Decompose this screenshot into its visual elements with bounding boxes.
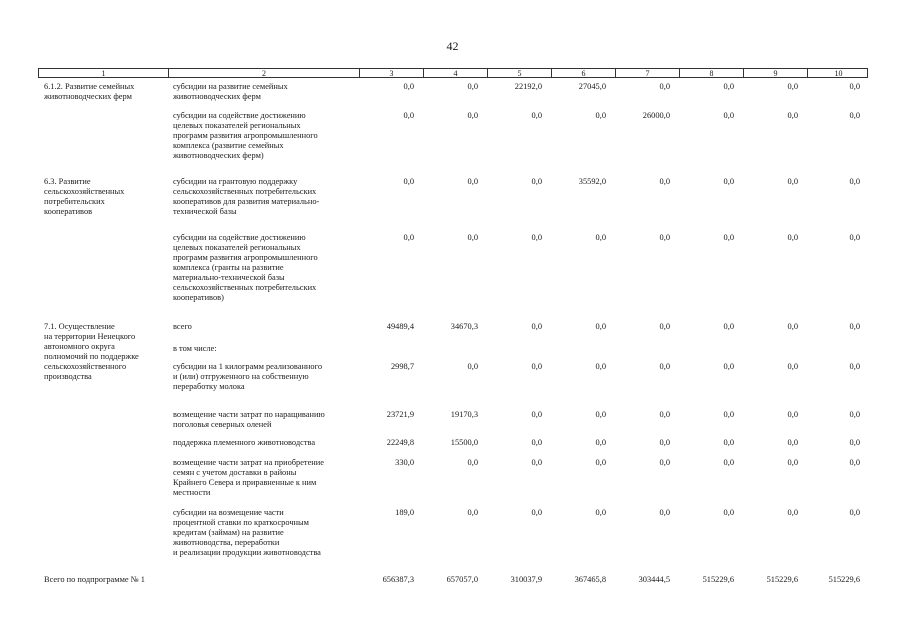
column-header-10: 10 <box>807 69 869 77</box>
row-item-label: субсидии на возмещение части процентной ставки по краткосрочным кредитам (займам) на развитие животноводства, переработки и реализации продукции животноводства <box>173 508 321 557</box>
total-cell: 367465,8 <box>574 575 606 584</box>
table-cell: 0,0 <box>849 458 860 467</box>
table-cell: 0,0 <box>403 82 414 91</box>
table-cell: 0,0 <box>403 177 414 186</box>
table-cell: 2998,7 <box>390 362 414 371</box>
page-number: 42 <box>446 39 459 53</box>
table-cell: 27045,0 <box>578 82 606 91</box>
table-cell: 0,0 <box>787 410 798 419</box>
table-cell: 0,0 <box>531 177 542 186</box>
table-cell: 34670,3 <box>450 322 478 331</box>
table-cell: 0,0 <box>467 82 478 91</box>
column-header-5: 5 <box>487 69 551 77</box>
table-cell: 0,0 <box>849 508 860 517</box>
table-cell: 23721,9 <box>386 410 414 419</box>
table-cell: 0,0 <box>531 410 542 419</box>
table-cell: 0,0 <box>467 508 478 517</box>
table-cell: 0,0 <box>659 233 670 242</box>
table-cell: 0,0 <box>849 233 860 242</box>
column-header-1: 1 <box>101 69 106 78</box>
row-item-label: всего <box>173 322 192 331</box>
column-header-9: 9 <box>743 69 807 77</box>
table-cell: 0,0 <box>467 111 478 120</box>
table-cell: 0,0 <box>849 362 860 371</box>
total-cell: 515229,6 <box>702 575 734 584</box>
table-cell: 35592,0 <box>578 177 606 186</box>
column-header-3: 3 <box>359 69 423 77</box>
table-cell: 0,0 <box>849 438 860 447</box>
row-section-label: 6.1.2. Развитие семейных животноводческих ферм <box>44 82 135 101</box>
row-item-label: возмещение части затрат по наращиванию поголовья северных оленей <box>173 410 325 429</box>
table-cell: 0,0 <box>787 111 798 120</box>
table-cell: 0,0 <box>595 322 606 331</box>
total-cell: 303444,5 <box>638 575 670 584</box>
table-cell: 0,0 <box>849 410 860 419</box>
table-cell: 0,0 <box>595 233 606 242</box>
table-cell: 22249,8 <box>386 438 414 447</box>
total-cell: 656387,3 <box>382 575 414 584</box>
table-cell: 0,0 <box>723 82 734 91</box>
table-cell: 0,0 <box>787 362 798 371</box>
table-cell: 0,0 <box>723 508 734 517</box>
table-cell: 0,0 <box>723 322 734 331</box>
table-cell: 0,0 <box>659 438 670 447</box>
table-cell: 0,0 <box>849 177 860 186</box>
table-cell: 0,0 <box>723 458 734 467</box>
table-cell: 0,0 <box>659 82 670 91</box>
row-item-label: субсидии на грантовую поддержку сельскохозяйственных потребительских кооперативов для развития материально- технической базы <box>173 177 320 216</box>
table-cell: 0,0 <box>595 438 606 447</box>
table-cell: 0,0 <box>403 111 414 120</box>
table-cell: 0,0 <box>787 82 798 91</box>
row-item-label: субсидии на содействие достижению целевых показателей региональных программ развития агропромышленного комплекса (развитие семейных животноводческих ферм) <box>173 111 318 160</box>
table-cell: 0,0 <box>849 322 860 331</box>
table-cell: 0,0 <box>787 177 798 186</box>
table-cell: 0,0 <box>595 111 606 120</box>
table-cell: 49489,4 <box>386 322 414 331</box>
table-cell: 0,0 <box>659 410 670 419</box>
table-cell: 0,0 <box>595 458 606 467</box>
row-item-label: в том числе: <box>173 344 217 353</box>
column-header-6: 6 <box>551 69 615 77</box>
table-cell: 0,0 <box>723 362 734 371</box>
table-cell: 0,0 <box>787 322 798 331</box>
table-cell: 0,0 <box>531 458 542 467</box>
table-cell: 0,0 <box>787 458 798 467</box>
row-item-label: возмещение части затрат на приобретение семян с учетом доставки в районы Крайнего Севера и приравненные к ним местности <box>173 458 324 497</box>
total-cell: 310037,9 <box>510 575 542 584</box>
table-cell: 0,0 <box>723 111 734 120</box>
table-cell: 0,0 <box>403 233 414 242</box>
table-cell: 0,0 <box>595 362 606 371</box>
total-cell: 515229,6 <box>828 575 860 584</box>
table-cell: 189,0 <box>395 508 414 517</box>
table-cell: 0,0 <box>723 233 734 242</box>
table-cell: 0,0 <box>467 233 478 242</box>
row-item-label: субсидии на развитие семейных животноводческих ферм <box>173 82 288 101</box>
total-cell: 657057,0 <box>446 575 478 584</box>
column-header-7: 7 <box>615 69 679 77</box>
table-cell: 19170,3 <box>450 410 478 419</box>
table-cell: 0,0 <box>659 322 670 331</box>
table-cell: 0,0 <box>849 82 860 91</box>
table-cell: 0,0 <box>531 508 542 517</box>
table-cell: 0,0 <box>659 177 670 186</box>
table-cell: 15500,0 <box>450 438 478 447</box>
table-cell: 0,0 <box>659 458 670 467</box>
column-header-8: 8 <box>679 69 743 77</box>
column-header-2: 2 <box>168 69 359 77</box>
table-cell: 0,0 <box>723 410 734 419</box>
table-cell: 0,0 <box>531 438 542 447</box>
row-item-label: субсидии на содействие достижению целевых показателей региональных программ развития агропромышленного комплекса (гранты на развитие материально-технической базы сельскохозяйственных потребительских кооперативов) <box>173 233 318 302</box>
table-cell: 0,0 <box>659 508 670 517</box>
row-section-label: 7.1. Осуществление на территории Ненецкого автономного округа полномочий по поддержке сельскохозяйственного производства <box>44 322 139 381</box>
table-cell: 0,0 <box>723 177 734 186</box>
table-cell: 0,0 <box>659 362 670 371</box>
table-cell: 0,0 <box>467 458 478 467</box>
table-cell: 0,0 <box>849 111 860 120</box>
table-cell: 0,0 <box>787 508 798 517</box>
table-cell: 0,0 <box>467 362 478 371</box>
total-cell: 515229,6 <box>766 575 798 584</box>
table-cell: 0,0 <box>787 233 798 242</box>
column-header-4: 4 <box>423 69 487 77</box>
table-cell: 0,0 <box>531 233 542 242</box>
table-cell: 0,0 <box>531 322 542 331</box>
row-item-label: субсидии на 1 килограмм реализованного и (или) отгруженного на собственную переработку молока <box>173 362 323 391</box>
row-item-label: поддержка племенного животноводства <box>173 438 316 447</box>
table-cell: 0,0 <box>531 111 542 120</box>
table-cell: 0,0 <box>531 362 542 371</box>
table-cell: 0,0 <box>595 410 606 419</box>
total-label: Всего по подпрограмме № 1 <box>44 575 145 584</box>
table-cell: 0,0 <box>595 508 606 517</box>
table-header <box>38 68 868 78</box>
table-cell: 26000,0 <box>642 111 670 120</box>
row-section-label: 6.3. Развитие сельскохозяйственных потребительских кооперативов <box>44 177 125 216</box>
table-cell: 0,0 <box>723 438 734 447</box>
table-cell: 0,0 <box>787 438 798 447</box>
table-cell: 330,0 <box>395 458 414 467</box>
table-cell: 22192,0 <box>514 82 542 91</box>
table-cell: 0,0 <box>467 177 478 186</box>
